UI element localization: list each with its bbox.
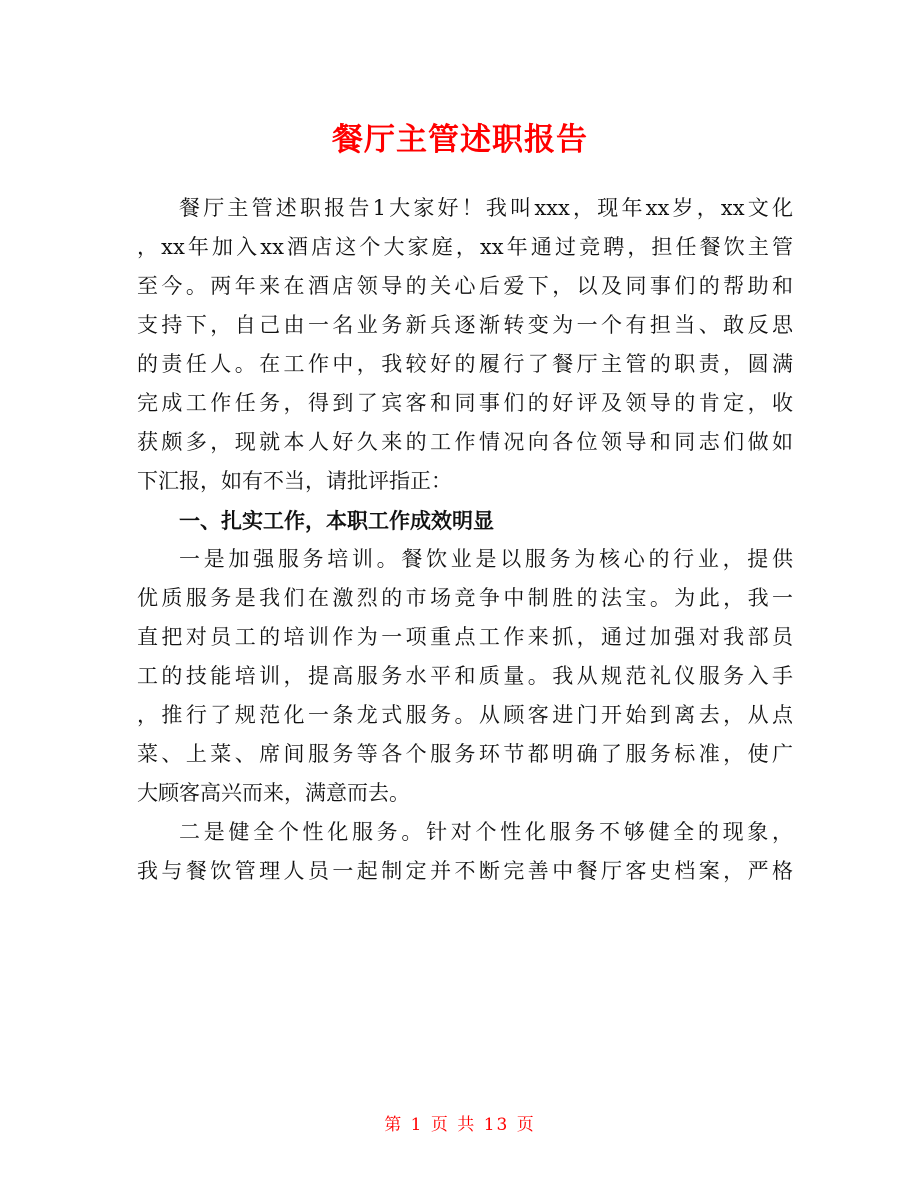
text-line: ，xx年加入xx酒店这个大家庭，xx年通过竞聘，担任餐饮主管 [137, 235, 793, 259]
text-line: 餐厅主管述职报告1大家好！我叫xxx，现年xx岁，xx文化 [179, 196, 793, 220]
text-line: 大顾客高兴而来，满意而去。 [137, 781, 410, 805]
text-line: ，推行了规范化一条龙式服务。从顾客进门开始到离去，从点 [137, 703, 793, 727]
text-line: 工的技能培训，提高服务水平和质量。我从规范礼仪服务入手 [137, 664, 793, 688]
text-line: 我与餐饮管理人员一起制定并不断完善中餐厅客史档案，严格 [137, 859, 793, 883]
text-line: 获颇多，现就本人好久来的工作情况向各位领导和同志们做如 [137, 430, 793, 454]
text-line: 一是加强服务培训。餐饮业是以服务为核心的行业，提供 [179, 547, 793, 571]
document-title: 餐厅主管述职报告 [332, 122, 588, 158]
text-line: 菜、上菜、席间服务等各个服务环节都明确了服务标准，使广 [137, 742, 793, 766]
text-line: 支持下，自己由一名业务新兵逐渐转变为一个有担当、敢反思 [137, 313, 793, 337]
text-line: 直把对员工的培训作为一项重点工作来抓，通过加强对我部员 [137, 625, 793, 649]
text-line: 至今。两年来在酒店领导的关心后爱下，以及同事们的帮助和 [137, 274, 793, 298]
text-line: 二是健全个性化服务。针对个性化服务不够健全的现象， [179, 820, 793, 844]
page-footer: 第 1 页 共 13 页 [384, 1115, 536, 1135]
text-line: 完成工作任务，得到了宾客和同事们的好评及领导的肯定，收 [137, 391, 793, 415]
text-line: 优质服务是我们在激烈的市场竞争中制胜的法宝。为此，我一 [137, 586, 793, 610]
text-line: 的责任人。在工作中，我较好的履行了餐厅主管的职责，圆满 [137, 352, 793, 376]
text-line: 下汇报，如有不当，请批评指正： [137, 469, 452, 493]
section-heading: 一、扎实工作，本职工作成效明显 [179, 508, 494, 533]
document-body [137, 189, 793, 891]
